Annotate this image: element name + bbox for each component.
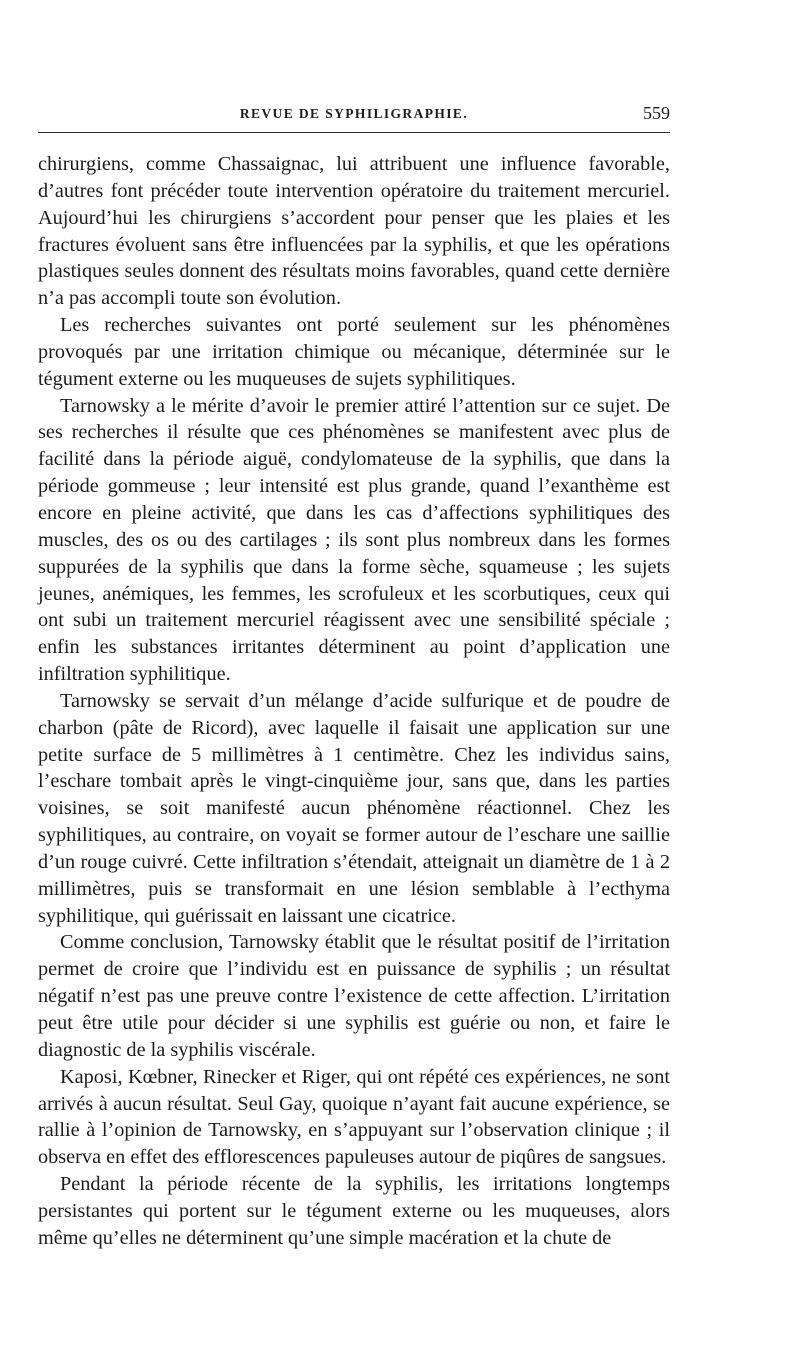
paragraph: Kaposi, Kœbner, Rinecker et Riger, qui ont répété ces expériences, ne sont arrivés à aucun résultat. Seul Gay, quoique n’ayant fait aucune expérience, se rallie à l’opinion de Tarnowsky, en s’appuyant sur l’observation clinique ; il observa en effet des efflorescences papuleuses autour de piqûres de sangsues. [38,1065,670,1169]
running-header [38,103,670,133]
page-number: 559 [643,103,670,123]
paragraph: Tarnowsky a le mérite d’avoir le premier attiré l’attention sur ce sujet. De ses recherches il résulte que ces phénomènes se manifestent avec plus de facilité dans la période aiguë, condylomateuse de la syphilis, que dans la période gommeuse ; leur intensité est plus grande, quand l’exanthème est encore en pleine activité, que dans les cas d’affections syphilitiques des muscles, des os ou des cartilages ; ils sont plus nombreux dans les formes suppurées de la syphilis que dans la forme sèche, squameuse ; les sujets jeunes, anémiques, les femmes, les scrofuleux et les scorbutiques, ceux qui ont subi un traitement mercuriel réagissent avec une sensibilité spéciale ; enfin les substances irritantes déterminent au point d’application une infiltration syphilitique. [38,394,670,686]
paragraph: Tarnowsky se servait d’un mélange d’acide sulfurique et de poudre de charbon (pâte de Ricord), avec laquelle il faisait une application sur une petite surface de 5 millimètres à 1 centimètre. Chez les individus sains, l’eschare tombait après le vingt-cinquième jour, sans que, dans les parties voisines, se soit manifesté aucun phénomène réactionnel. Chez les syphilitiques, au contraire, on voyait se former autour de l’eschare une saillie d’un rouge cuivré. Cette infiltration s’étendait, atteignait un diamètre de 1 à 2 millimètres, puis se transformait en une lésion semblable à l’ecthyma syphilitique, qui guérissait en laissant une cicatrice. [38,689,670,927]
paragraph: Les recherches suivantes ont porté seulement sur les phénomènes provoqués par une irritation chimique ou mécanique, déterminée sur le tégument externe ou les muqueuses de sujets syphilitiques. [38,314,670,390]
running-title: REVUE DE SYPHILIGRAPHIE. [239,106,469,121]
paragraph-continued: chirurgiens, comme Chassaignac, lui attribuent une influence favorable, d’autres font précéder toute intervention opératoire du traitement mercuriel. Aujourd’hui les chirurgiens s’accordent pour penser que les plaies et les fractures évoluent sans être influencées par la syphilis, et que les opérations plastiques seules donnent des résultats moins favorables, quand cette dernière n’a pas accompli toute son évolution. [38,153,670,310]
body-text [38,151,670,1252]
paragraph: Pendant la période récente de la syphilis, les irritations longtemps persistantes qui portent sur le tégument externe ou les muqueuses, alors même qu’elles ne déterminent qu’une simple macération et la chute de [38,1173,670,1249]
paragraph: Comme conclusion, Tarnowsky établit que le résultat positif de l’irritation permet de croire que l’individu est en puissance de syphilis ; un résultat négatif n’est pas une preuve contre l’existence de cette affection. L’irritation peut être utile pour décider si une syphilis est guérie ou non, et faire le diagnostic de la syphilis viscérale. [38,931,670,1061]
